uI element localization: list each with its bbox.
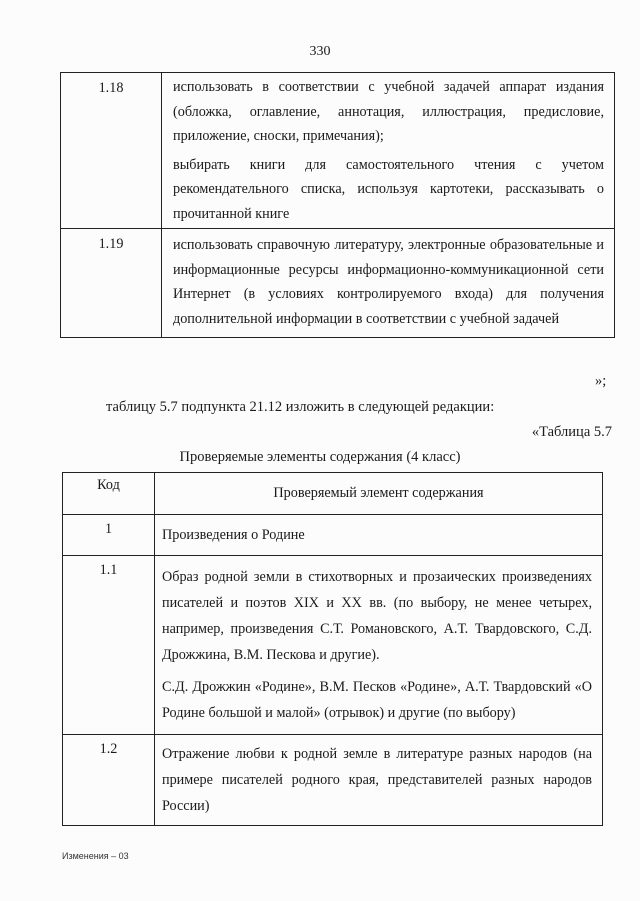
table-row — [63, 514, 603, 556]
content-paragraph: выбирать книги для самостоятельного чтения с учетом рекомендательного списка, используя картотеки, рассказывать о прочитанной книге — [173, 156, 604, 222]
row-content — [155, 514, 603, 556]
row-content — [162, 229, 615, 338]
table-title: Проверяемые элементы содержания (4 класс) — [179, 449, 461, 465]
content-elements-table — [62, 472, 603, 826]
table-row — [61, 73, 615, 229]
closing-quote: »; — [595, 373, 607, 389]
table-reference: «Таблица 5.7 — [531, 424, 612, 440]
row-content — [155, 735, 603, 826]
table-row — [63, 556, 603, 735]
header-element: Проверяемый элемент содержания — [155, 473, 603, 515]
instruction-text: таблицу 5.7 подпункта 21.12 изложить в следующей редакции: — [106, 399, 495, 415]
table-row — [63, 735, 603, 826]
content-paragraph: использовать справочную литературу, электронные образовательные и информационные ресурсы информационно-коммуникационной сети Интернет (в условиях контролируемого входа) для получения дополнительной информации в соответствии с учебной задачей — [173, 237, 604, 327]
row-code: 1.1 — [63, 556, 155, 735]
table-row — [61, 229, 615, 338]
footer-note: Изменения – 03 — [62, 851, 129, 861]
row-code: 1.2 — [63, 735, 155, 826]
content-paragraph: Произведения о Родине — [162, 526, 305, 543]
content-paragraph: Образ родной земли в стихотворных и прозаических произведениях писателей и поэтов XIX и XX вв. (по выбору, не менее четырех, например, произведения С.Т. Романовского, А.Т. Твардовского, С.Д. Дрожжина, В.М. Пескова и другие). — [162, 569, 592, 663]
content-paragraph: С.Д. Дрожжин «Родине», В.М. Песков «Родине», А.Т. Твардовский «О Родине большой и малой» (отрывок) и другие (по выбору) — [162, 679, 592, 721]
content-paragraph: использовать в соответствии с учебной задачей аппарат издания (обложка, оглавление, аннотация, иллюстрация, предисловие, приложение, сноски, примечания); — [173, 79, 604, 144]
row-code: 1.18 — [61, 73, 162, 229]
row-content — [162, 73, 615, 229]
table-header-row — [63, 473, 603, 515]
content-paragraph: Отражение любви к родной земле в литературе разных народов (на примере писателей родного края, представителей разных народов России) — [162, 746, 592, 814]
row-code: 1.19 — [61, 229, 162, 338]
header-code: Код — [63, 473, 155, 515]
row-code: 1 — [63, 514, 155, 556]
row-content — [155, 556, 603, 735]
continued-table — [60, 72, 615, 338]
page-number: 330 — [309, 44, 331, 59]
